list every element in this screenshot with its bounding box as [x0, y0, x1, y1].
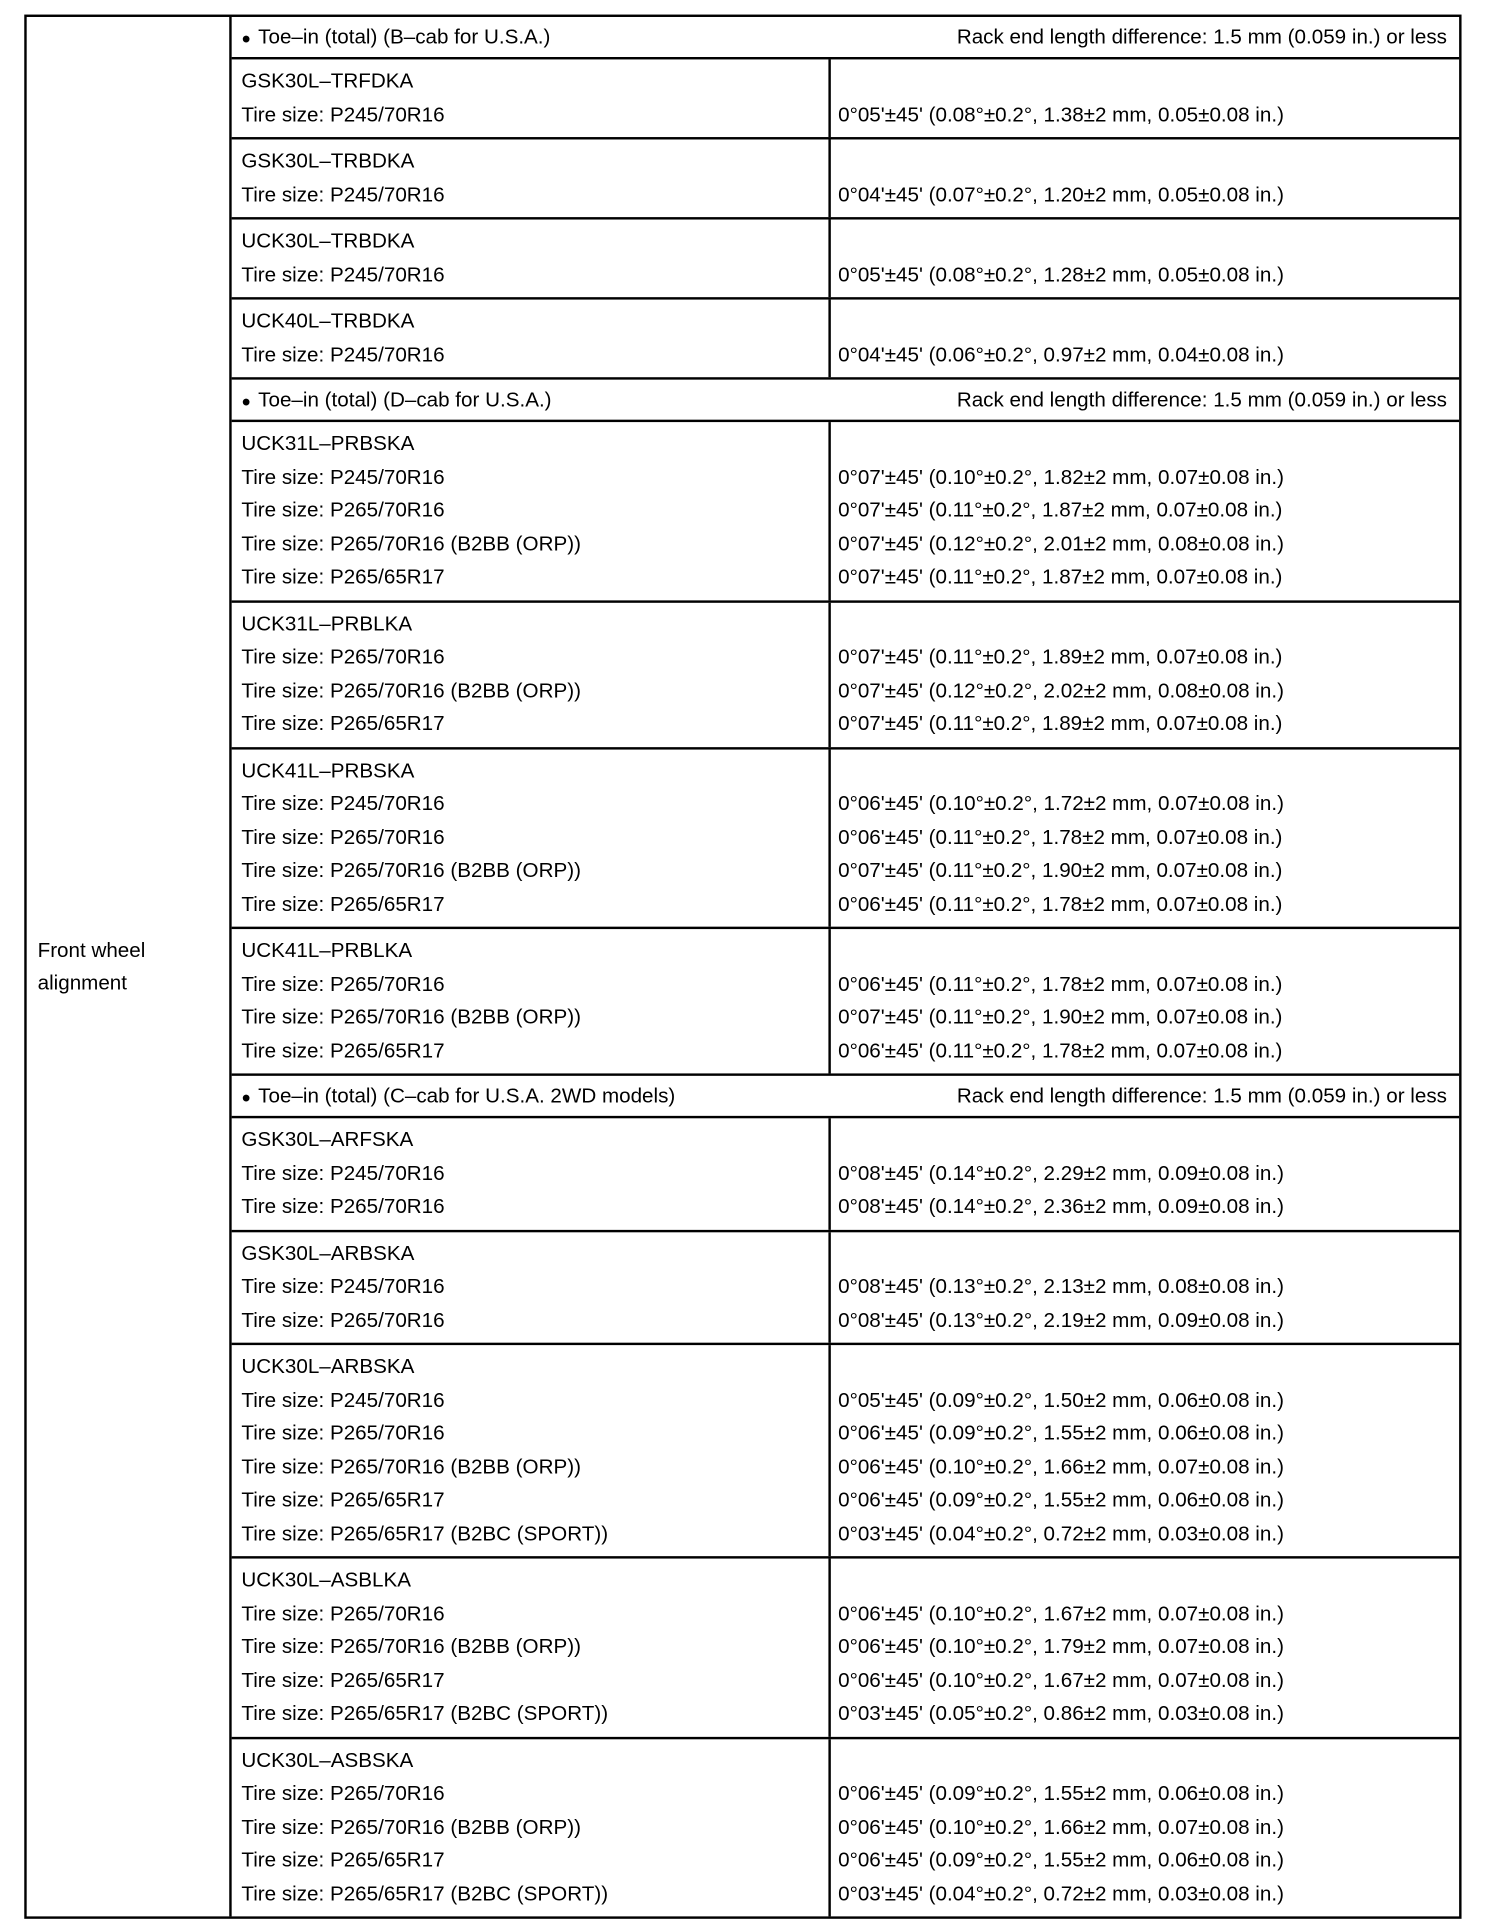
bullet-icon: ●	[241, 28, 251, 47]
model-name: GSK30L–TRFDKA	[241, 69, 414, 93]
toe-in-value: 0°07'±45' (0.11°±0.2°, 1.90±2 mm, 0.07±0.08 in.)	[838, 858, 1283, 882]
toe-in-value: 0°07'±45' (0.11°±0.2°, 1.89±2 mm, 0.07±0.08 in.)	[838, 645, 1283, 669]
tire-size: Tire size: P245/70R16	[241, 342, 445, 366]
toe-in-value: 0°07'±45' (0.12°±0.2°, 2.01±2 mm, 0.08±0.08 in.)	[838, 531, 1284, 555]
tire-size: Tire size: P265/65R17	[241, 565, 445, 589]
spacer-line	[838, 1563, 1459, 1596]
toe-in-value: 0°08'±45' (0.13°±0.2°, 2.19±2 mm, 0.09±0.08 in.)	[838, 1308, 1284, 1332]
model-cell	[232, 139, 831, 217]
tire-size: Tire size: P265/70R16	[241, 972, 445, 996]
model-row	[232, 929, 1459, 1076]
model-name: UCK41L–PRBSKA	[241, 758, 415, 782]
tire-size: Tire size: P265/65R17 (B2BC (SPORT))	[241, 1701, 609, 1725]
section-title: Toe–in (total) (C–cab for U.S.A. 2WD models)	[258, 1083, 676, 1107]
tire-size: Tire size: P265/65R17	[241, 1038, 445, 1062]
toe-in-value: 0°05'±45' (0.09°±0.2°, 1.50±2 mm, 0.06±0.08 in.)	[838, 1388, 1284, 1412]
toe-in-value: 0°03'±45' (0.05°±0.2°, 0.86±2 mm, 0.03±0.08 in.)	[838, 1701, 1284, 1725]
model-row	[232, 1232, 1459, 1345]
spacer-line	[838, 1237, 1459, 1270]
toe-in-value: 0°08'±45' (0.13°±0.2°, 2.13±2 mm, 0.08±0.08 in.)	[838, 1274, 1284, 1298]
toe-in-value: 0°04'±45' (0.07°±0.2°, 1.20±2 mm, 0.05±0.08 in.)	[838, 182, 1284, 206]
spacer-line	[838, 934, 1459, 967]
toe-in-value: 0°06'±45' (0.10°±0.2°, 1.67±2 mm, 0.07±0.08 in.)	[838, 1601, 1284, 1625]
value-cell	[831, 1559, 1459, 1737]
tire-size: Tire size: P265/70R16	[241, 1308, 445, 1332]
toe-in-value: 0°06'±45' (0.11°±0.2°, 1.78±2 mm, 0.07±0.08 in.)	[838, 972, 1283, 996]
model-cell	[232, 220, 831, 298]
value-cell	[831, 1345, 1459, 1556]
model-row	[232, 1559, 1459, 1739]
row-label: Front wheel alignment	[37, 938, 146, 995]
tire-size: Tire size: P265/65R17	[241, 711, 445, 736]
model-row	[232, 1118, 1459, 1231]
section-header	[232, 17, 1459, 59]
model-row	[232, 139, 1459, 219]
model-name: UCK30L–ARBSKA	[241, 1354, 415, 1378]
value-cell	[831, 749, 1459, 927]
toe-in-value: 0°06'±45' (0.11°±0.2°, 1.78±2 mm, 0.07±0.08 in.)	[838, 892, 1283, 916]
toe-in-value: 0°03'±45' (0.04°±0.2°, 0.72±2 mm, 0.03±0.08 in.)	[838, 1881, 1284, 1905]
spacer-line	[838, 1350, 1459, 1383]
spacer-line	[838, 304, 1459, 337]
tire-size: Tire size: P265/70R16	[241, 1781, 445, 1805]
spacer-line	[838, 144, 1459, 177]
tire-size: Tire size: P265/70R16 (B2BB (ORP))	[241, 1634, 581, 1659]
tire-size: Tire size: P265/70R16	[241, 1421, 445, 1445]
model-name: UCK31L–PRBSKA	[241, 431, 415, 455]
model-name: UCK30L–TRBDKA	[241, 229, 415, 253]
section-title-wrap	[241, 388, 551, 412]
section-title: Toe–in (total) (D–cab for U.S.A.)	[258, 387, 552, 411]
spacer-line	[838, 754, 1459, 787]
value-cell	[831, 1739, 1459, 1917]
tire-size: Tire size: P265/70R16	[241, 825, 445, 849]
bullet-icon: ●	[241, 1087, 251, 1106]
tire-size: Tire size: P265/70R16 (B2BB (ORP))	[241, 1815, 581, 1839]
value-cell	[831, 220, 1459, 298]
section-header	[232, 380, 1459, 422]
tire-size: Tire size: P245/70R16	[241, 1388, 445, 1412]
tire-size: Tire size: P245/70R16	[241, 1274, 445, 1298]
model-row	[232, 300, 1459, 380]
tire-size: Tire size: P265/70R16	[241, 498, 445, 522]
model-name: UCK41L–PRBLKA	[241, 938, 413, 962]
model-cell	[232, 300, 831, 378]
tire-size: Tire size: P265/65R17	[241, 1848, 445, 1872]
tire-size: Tire size: P265/65R17 (B2BC (SPORT))	[241, 1521, 609, 1545]
model-cell	[232, 1739, 831, 1917]
model-cell	[232, 602, 831, 746]
toe-in-value: 0°07'±45' (0.11°±0.2°, 1.90±2 mm, 0.07±0.08 in.)	[838, 1005, 1283, 1029]
model-cell	[232, 1118, 831, 1229]
model-name: GSK30L–ARFSKA	[241, 1127, 414, 1152]
value-cell	[831, 59, 1459, 137]
tire-size: Tire size: P265/70R16 (B2BB (ORP))	[241, 858, 581, 882]
toe-in-value: 0°04'±45' (0.06°±0.2°, 0.97±2 mm, 0.04±0.08 in.)	[838, 342, 1284, 366]
toe-in-value: 0°05'±45' (0.08°±0.2°, 1.38±2 mm, 0.05±0.08 in.)	[838, 102, 1284, 126]
tire-size: Tire size: P245/70R16	[241, 102, 445, 126]
bullet-icon: ●	[241, 391, 251, 410]
toe-in-value: 0°03'±45' (0.04°±0.2°, 0.72±2 mm, 0.03±0.08 in.)	[838, 1521, 1284, 1545]
value-cell	[831, 602, 1459, 746]
model-name: UCK30L–ASBLKA	[241, 1568, 412, 1592]
tire-size: Tire size: P265/65R17	[241, 1668, 445, 1692]
toe-in-value: 0°08'±45' (0.14°±0.2°, 2.29±2 mm, 0.09±0.08 in.)	[838, 1161, 1284, 1185]
toe-in-value: 0°07'±45' (0.11°±0.2°, 1.87±2 mm, 0.07±0.08 in.)	[838, 498, 1283, 522]
section-title: Toe–in (total) (B–cab for U.S.A.)	[258, 24, 551, 48]
section-title-wrap	[241, 25, 550, 49]
model-cell	[232, 929, 831, 1073]
model-cell	[232, 422, 831, 600]
spacer-line	[838, 224, 1459, 257]
model-cell	[232, 1559, 831, 1737]
value-cell	[831, 422, 1459, 600]
tire-size: Tire size: P245/70R16	[241, 182, 445, 206]
toe-in-value: 0°06'±45' (0.09°±0.2°, 1.55±2 mm, 0.06±0.08 in.)	[838, 1781, 1284, 1805]
model-name: UCK40L–TRBDKA	[241, 309, 415, 333]
toe-in-value: 0°07'±45' (0.10°±0.2°, 1.82±2 mm, 0.07±0.08 in.)	[838, 465, 1284, 489]
tire-size: Tire size: P245/70R16	[241, 262, 445, 286]
value-cell	[831, 929, 1459, 1073]
model-row	[232, 422, 1459, 602]
toe-in-value: 0°05'±45' (0.08°±0.2°, 1.28±2 mm, 0.05±0.08 in.)	[838, 262, 1284, 286]
toe-in-value: 0°06'±45' (0.09°±0.2°, 1.55±2 mm, 0.06±0.08 in.)	[838, 1488, 1284, 1512]
model-cell	[232, 1345, 831, 1556]
model-cell	[232, 1232, 831, 1343]
model-row	[232, 749, 1459, 929]
section-header	[232, 1076, 1459, 1118]
spacer-line	[838, 64, 1459, 97]
section-note: Rack end length difference: 1.5 mm (0.059 in.) or less	[956, 24, 1447, 48]
spacer-line	[838, 427, 1459, 460]
section-note: Rack end length difference: 1.5 mm (0.059 in.) or less	[956, 387, 1447, 411]
row-label-cell	[27, 17, 232, 1916]
model-cell	[232, 59, 831, 137]
toe-in-value: 0°06'±45' (0.10°±0.2°, 1.66±2 mm, 0.07±0.08 in.)	[838, 1454, 1284, 1478]
toe-in-value: 0°06'±45' (0.10°±0.2°, 1.67±2 mm, 0.07±0.08 in.)	[838, 1668, 1284, 1692]
tire-size: Tire size: P265/70R16	[241, 645, 445, 669]
tire-size: Tire size: P265/70R16	[241, 1194, 445, 1218]
value-cell	[831, 1232, 1459, 1343]
tire-size: Tire size: P265/70R16 (B2BB (ORP))	[241, 678, 581, 702]
tire-size: Tire size: P245/70R16	[241, 792, 445, 816]
model-name: UCK31L–PRBLKA	[241, 611, 413, 635]
toe-in-value: 0°06'±45' (0.09°±0.2°, 1.55±2 mm, 0.06±0.08 in.)	[838, 1848, 1284, 1872]
tire-size: Tire size: P265/65R17	[241, 892, 445, 916]
tire-size: Tire size: P265/70R16	[241, 1601, 445, 1625]
spacer-line	[838, 607, 1459, 640]
model-row	[232, 1739, 1459, 1917]
toe-in-value: 0°07'±45' (0.11°±0.2°, 1.87±2 mm, 0.07±0.08 in.)	[838, 565, 1283, 589]
toe-in-value: 0°07'±45' (0.11°±0.2°, 1.89±2 mm, 0.07±0.08 in.)	[838, 711, 1283, 736]
model-row	[232, 220, 1459, 300]
model-name: GSK30L–ARBSKA	[241, 1241, 415, 1265]
value-cell	[831, 1118, 1459, 1229]
tire-size: Tire size: P265/70R16 (B2BB (ORP))	[241, 1454, 581, 1478]
toe-in-value: 0°06'±45' (0.11°±0.2°, 1.78±2 mm, 0.07±0.08 in.)	[838, 1038, 1283, 1062]
toe-in-value: 0°06'±45' (0.10°±0.2°, 1.79±2 mm, 0.07±0.08 in.)	[838, 1634, 1284, 1659]
tire-size: Tire size: P265/70R16 (B2BB (ORP))	[241, 1005, 581, 1029]
model-cell	[232, 749, 831, 927]
section-note: Rack end length difference: 1.5 mm (0.059 in.) or less	[956, 1083, 1447, 1107]
toe-in-value: 0°06'±45' (0.10°±0.2°, 1.72±2 mm, 0.07±0.08 in.)	[838, 792, 1284, 816]
toe-in-value: 0°06'±45' (0.11°±0.2°, 1.78±2 mm, 0.07±0.08 in.)	[838, 825, 1283, 849]
tire-size: Tire size: P265/70R16 (B2BB (ORP))	[241, 531, 581, 555]
spacer-line	[838, 1123, 1459, 1156]
toe-in-value: 0°06'±45' (0.09°±0.2°, 1.55±2 mm, 0.06±0.08 in.)	[838, 1421, 1284, 1445]
model-row	[232, 59, 1459, 139]
tire-size: Tire size: P265/65R17 (B2BC (SPORT))	[241, 1881, 609, 1905]
alignment-spec-table	[24, 15, 1461, 1919]
model-row	[232, 602, 1459, 749]
value-cell	[831, 300, 1459, 378]
spacer-line	[838, 1744, 1459, 1777]
section-title-wrap	[241, 1084, 675, 1108]
toe-in-value: 0°08'±45' (0.14°±0.2°, 2.36±2 mm, 0.09±0.08 in.)	[838, 1194, 1284, 1218]
spec-content	[232, 17, 1459, 1916]
tire-size: Tire size: P245/70R16	[241, 465, 445, 489]
toe-in-value: 0°07'±45' (0.12°±0.2°, 2.02±2 mm, 0.08±0.08 in.)	[838, 678, 1284, 702]
tire-size: Tire size: P245/70R16	[241, 1161, 445, 1185]
value-cell	[831, 139, 1459, 217]
model-name: GSK30L–TRBDKA	[241, 149, 415, 173]
tire-size: Tire size: P265/65R17	[241, 1488, 445, 1512]
toe-in-value: 0°06'±45' (0.10°±0.2°, 1.66±2 mm, 0.07±0.08 in.)	[838, 1815, 1284, 1839]
model-row	[232, 1345, 1459, 1558]
model-name: UCK30L–ASBSKA	[241, 1748, 414, 1772]
